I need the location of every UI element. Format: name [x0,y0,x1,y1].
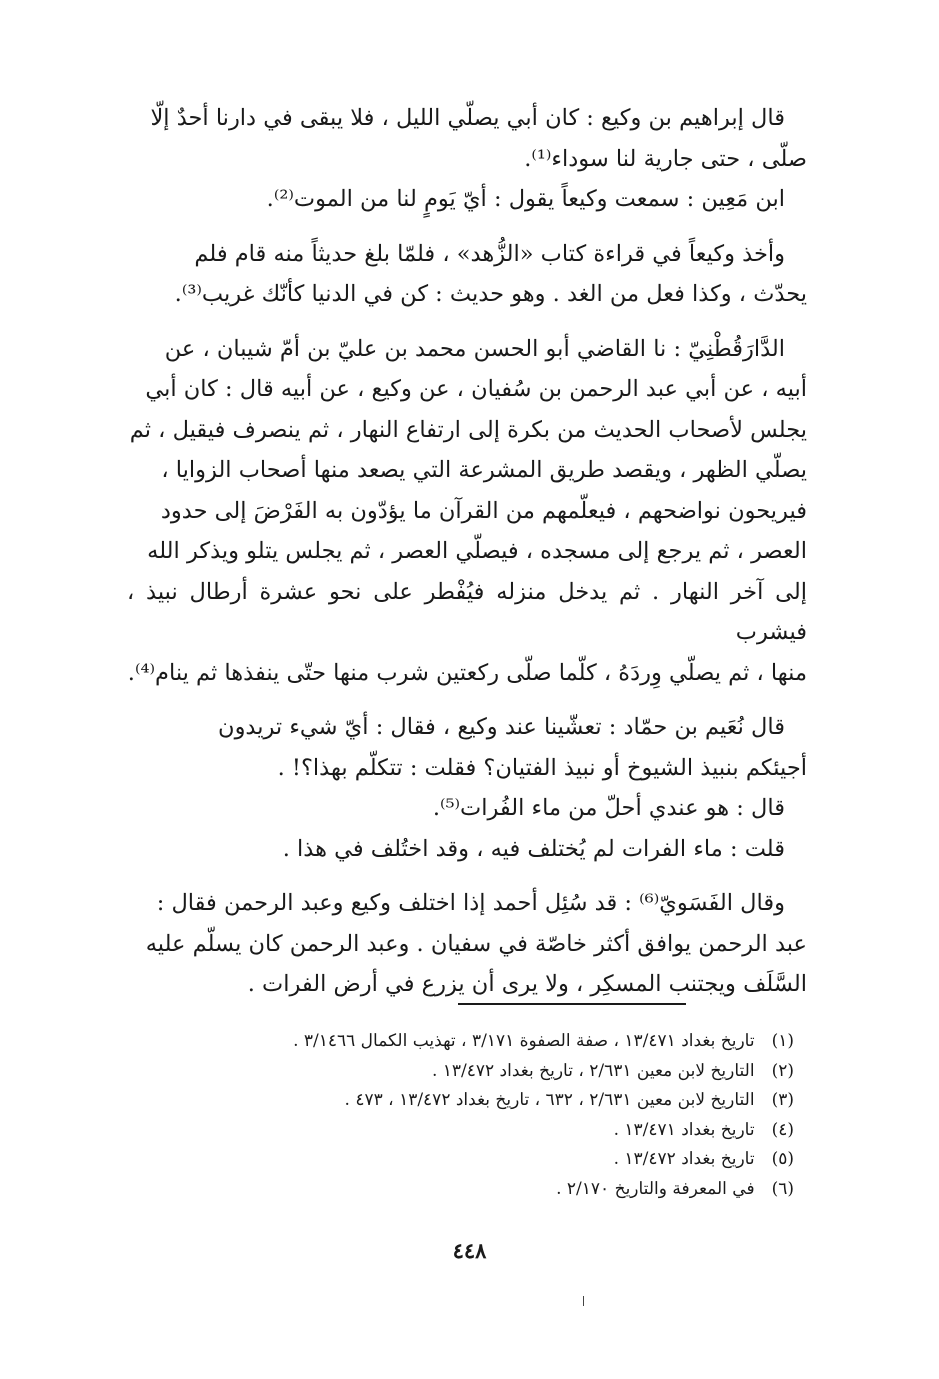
scan-mark [583,1296,584,1306]
footnote-number: (٦) [771,1178,794,1199]
footnote-text: تاريخ بغداد ١٣/٤٧٢ . [613,1149,755,1169]
footnote-number: (٤) [771,1119,794,1140]
text-line: وأخذ وكيعاً في قراءة كتاب «الزُّهد» ، فلمّا بلغ حديثاً منه قام فلم [194,240,785,267]
paragraph-8 [127,883,807,1005]
footnote-item [174,1145,794,1175]
footnote-item [174,1175,794,1205]
text-line: السَّلَف ويجتنب المسكِر ، ولا يرى أن يزرع في أرض الفرات . [247,971,807,997]
footnote-text: في المعرفة والتاريخ ٢/١٧٠ . [556,1178,755,1199]
paragraph-7 [127,829,807,870]
footnote-text: تاريخ بغداد ١٣/٤٧١ ، صفة الصفوة ٣/١٧١ ، تهذيب الكمال ٣/١٤٦٦ . [293,1031,755,1051]
paragraph-4 [127,329,807,694]
footnote-number: (٣) [771,1090,794,1110]
text-line: فيريحون نواضحهم ، فيعلّمهم من القرآن ما يؤدّون به الفَرْضَ إلى حدود [160,497,807,524]
footnote-divider [458,1003,686,1005]
page-number: ٤٤٨ [452,1238,487,1263]
text-line: العصر ، ثم يرجع إلى مسجده ، فيصلّي العصر ، ثم يجلس يتلو ويذكر الله [147,538,807,564]
paragraph-5 [127,707,807,788]
footnote-text: تاريخ بغداد ١٣/٤٧١ . [613,1119,755,1140]
text-line: إلى آخر النهار . ثم يدخل منزله فيُفْطر على نحو عشرة أرطال نبيذ ، فيشرب [127,578,807,645]
paragraph-6 [127,788,807,829]
text-line: يجلس لأصحاب الحديث من بكرة إلى ارتفاع النهار ، ثم ينصرف فيقيل ، ثم [129,416,807,443]
text-line: أبيه ، عن أبي عبد الرحمن بن سُفيان ، عن وكيع ، عن أبيه قال : كان أبي [145,376,807,402]
text-line: عبد الرحمن يوافق أكثر خاصّة في سفيان . وعبد الرحمن كان يسلّم عليه [145,930,807,957]
text-line: قال : هو عندي أحلّ من ماء الفُرات⁽⁵⁾. [432,795,785,821]
paragraph-2 [127,179,807,220]
text-line: يصلّي الظهر ، ويقصد طريق المشرعة التي يصعد منها أصحاب الزوايا ، [161,457,807,483]
text-line: ابن مَعِين : سمعت وكيعاً يقول : أيّ يَومٍ لنا من الموت⁽²⁾. [266,186,785,212]
footnote-number: (٢) [771,1060,794,1081]
text-line: قال نُعَيم بن حمّاد : تعشّينا عند وكيع ، فقال : أيّ شيء تريدون [218,714,785,740]
footnote-item [174,1116,794,1146]
footnote-item [174,1086,794,1116]
paragraph-3 [127,234,807,315]
main-text [127,98,807,1005]
paragraph-1 [127,98,807,179]
footnote-item [174,1057,794,1087]
text-line: الدَّارَقُطْنِيّ : نا القاضي أبو الحسن محمد بن عليّ بن أمّ شيبان ، عن [164,335,785,362]
text-line: يحدّث ، وكذا فعل من الغد . وهو حديث : كن في الدنيا كأنّك غريب⁽³⁾. [174,281,807,307]
footnote-number: (١) [771,1031,794,1051]
footnotes-list [174,1027,794,1204]
text-line: صلّى ، حتى جارية لنا سوداء⁽¹⁾. [524,145,807,172]
text-line: منها ، ثم يصلّي وِردَهُ ، كلّما صلّى ركعتين شرب منها حتّى ينفذها ثم ينام⁽⁴⁾. [127,659,807,686]
text-line: وقال الفَسَويّ⁽⁶⁾ : قد سُئِل أحمد إذا اختلف وكيع وعبد الرحمن فقال : [156,890,785,916]
footnote-item [174,1027,794,1057]
text-line: أجيئكم بنبيذ الشيوخ أو نبيذ الفتيان؟ فقلت : تتكلّم بهذا؟! . [277,754,807,781]
text-line: قلت : ماء الفرات لم يُختلف فيه ، وقد اختُلف في هذا . [282,835,785,862]
text-line: قال إبراهيم بن وكيع : كان أبي يصلّي الليل ، فلا يبقى في دارنا أحدٌ إلّا [150,105,785,131]
footnote-text: التاريخ لابن معين ٢/٦٣١ ، تاريخ بغداد ١٣/٤٧٢ . [431,1060,755,1081]
footnote-text: التاريخ لابن معين ٢/٦٣١ ، ٦٣٢ ، تاريخ بغداد ١٣/٤٧٢ ، ٤٧٣ . [344,1090,755,1110]
footnote-number: (٥) [771,1149,794,1169]
